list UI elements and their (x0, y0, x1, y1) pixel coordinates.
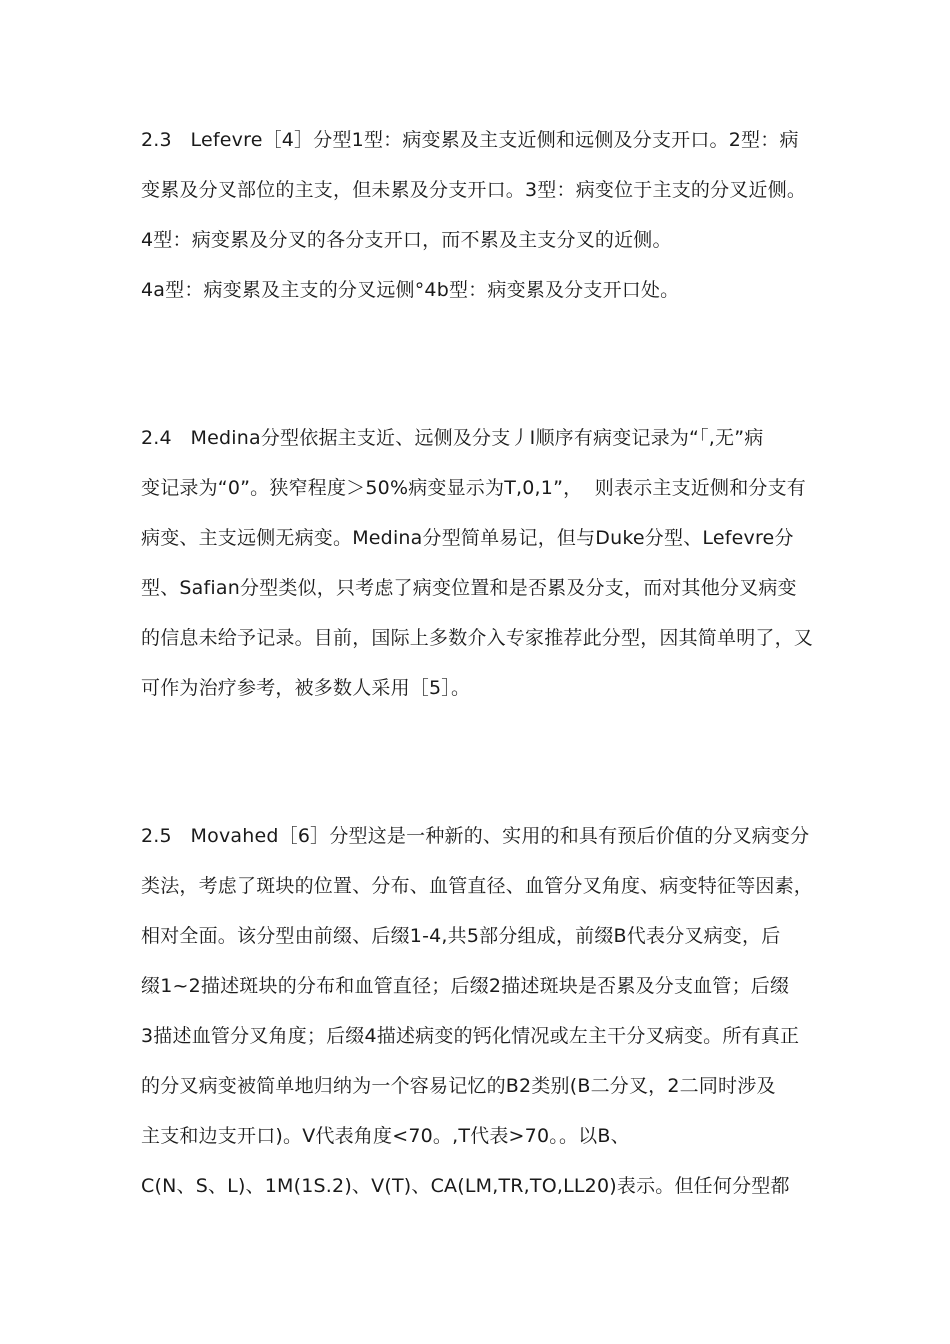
text-line: 2.3 Lefevre［4］分型1型：病变累及主支近侧和远侧及分支开口。2型：病 (141, 129, 799, 151)
text-line: 变累及分叉部位的主支，但未累及分支开口。3型：病变位于主支的分叉近侧。 (141, 179, 807, 201)
text-line: 缀1~2描述斑块的分布和血管直径；后缀2描述斑块是否累及分支血管；后缀 (141, 975, 790, 997)
text-line: 变记录为“0”。狭窄程度＞50%病变显示为T,0,1”， 则表示主支近侧和分支有 (141, 477, 806, 499)
text-line: 型、Safian分型类似，只考虑了病变位置和是否累及分支，而对其他分叉病变 (141, 577, 797, 599)
text-line: 的信息未给予记录。目前，国际上多数介入专家推荐此分型，因其简单明了，又 (141, 627, 814, 649)
text-line: 可作为治疗参考，被多数人采用［5］。 (141, 677, 471, 699)
text-line: 类法，考虑了斑块的位置、分布、血管直径、血管分叉角度、病变特征等因素， (141, 875, 814, 897)
text-line: 2.5 Movahed［6］分型这是一种新的、实用的和具有预后价值的分叉病变分 (141, 825, 810, 847)
text-line: 3描述血管分叉角度；后缀4描述病变的钙化情况或左主干分叉病变。所有真正 (141, 1025, 800, 1047)
text-line: 相对全面。该分型由前缀、后缀1-4,共5部分组成，前缀B代表分叉病变，后 (141, 925, 781, 947)
text-line: 4a型：病变累及主支的分叉远侧°4b型：病变累及分支开口处。 (141, 279, 680, 301)
text-line: 主支和边支开口)。V代表角度<70。,T代表>70。。以B、 (141, 1125, 630, 1147)
text-line: 2.4 Medina分型依据主支近、远侧及分支丿I顺序有病变记录为“「,无”病 (141, 427, 764, 449)
text-line: 的分叉病变被简单地归纳为一个容易记忆的B2类别(B二分叉，2二同时涉及 (141, 1075, 776, 1097)
text-line: C(N、S、L)、1M(1S.2)、V(T)、CA(LM,TR,TO,LL20)表示。但任何分型都 (141, 1175, 790, 1197)
text-line: 病变、主支远侧无病变。Medina分型简单易记，但与Duke分型、Lefevre分 (141, 527, 794, 549)
text-line: 4型：病变累及分叉的各分支开口，而不累及主支分叉的近侧。 (141, 229, 672, 251)
